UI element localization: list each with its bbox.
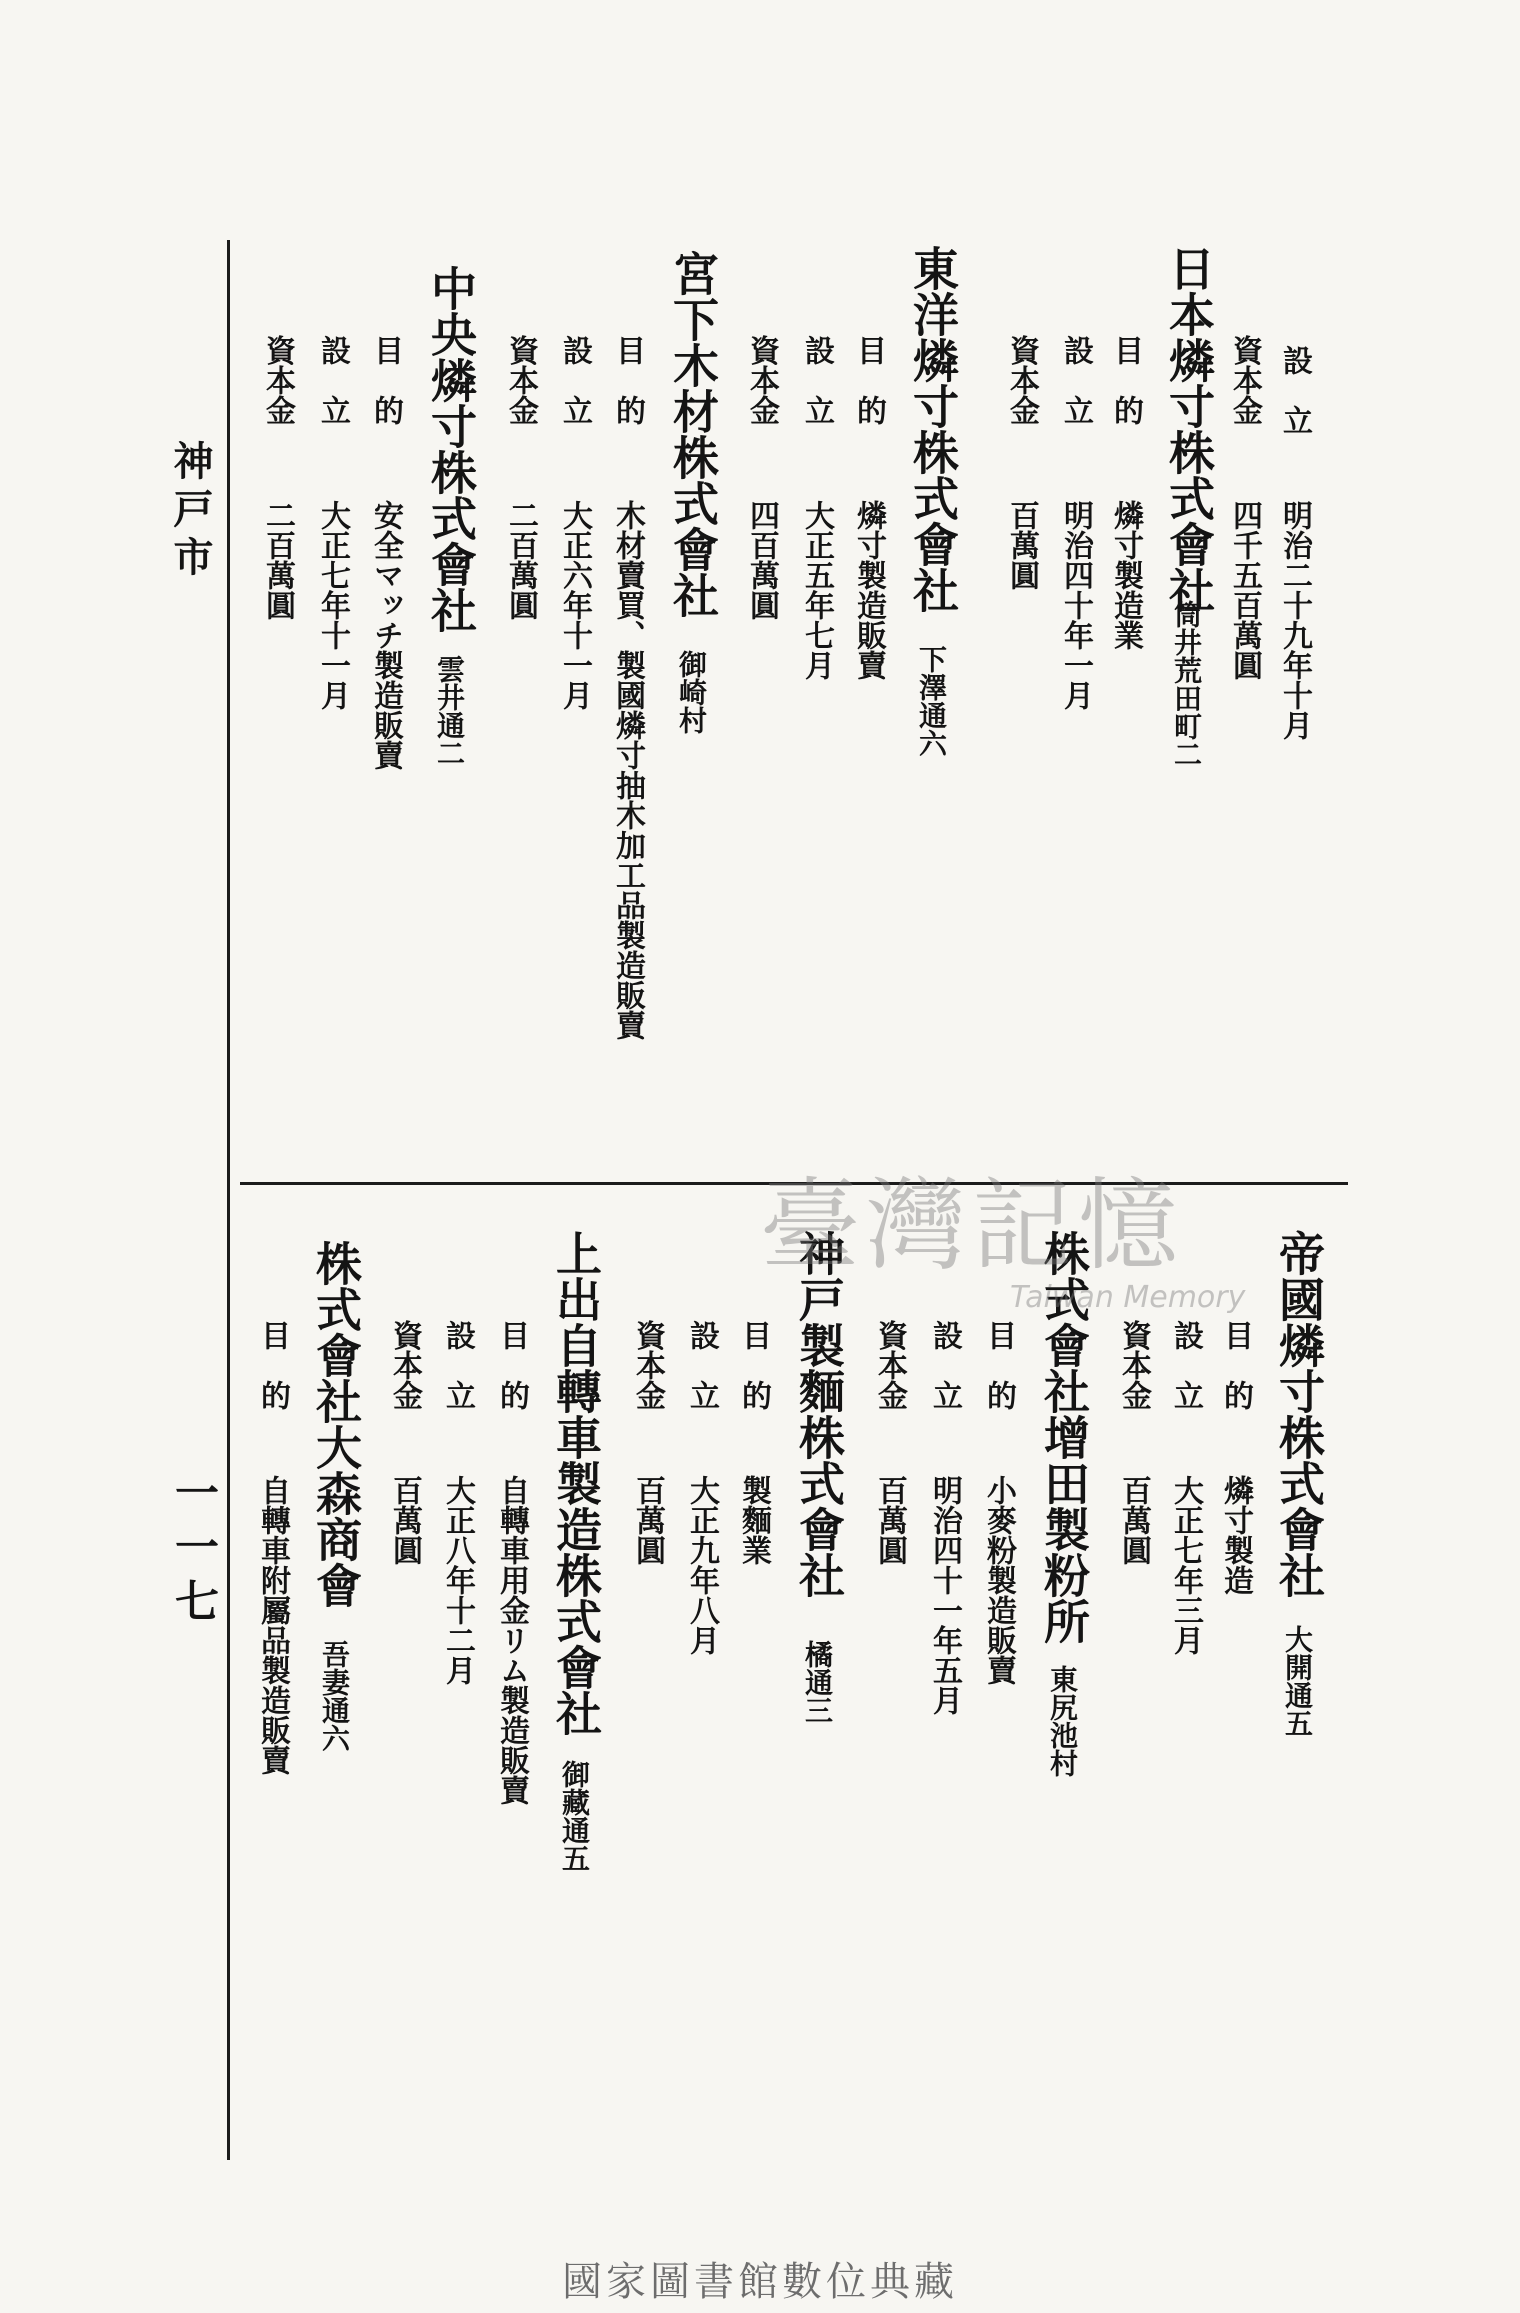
- field-label: 資本金: [503, 335, 538, 425]
- field-value: 小麥粉製造販賣: [981, 1475, 1016, 1685]
- field-value: 燐寸製造: [1218, 1475, 1253, 1595]
- company-address: 御崎村: [675, 650, 708, 734]
- field-value: 百萬圓: [1004, 500, 1039, 590]
- field-value: 百萬圓: [1116, 1475, 1151, 1565]
- company-address: 雲井通二: [433, 655, 466, 767]
- company-name: 東洋燐寸株式會社: [906, 245, 960, 613]
- field-value: 明治四十一年五月: [927, 1475, 962, 1715]
- field-label: 目 的: [368, 335, 403, 425]
- side-heading: 神戸市: [167, 440, 214, 584]
- field-value: 大正六年十一月: [557, 500, 592, 710]
- field-value: 百萬圓: [387, 1475, 422, 1565]
- field-value: 大正七年十一月: [315, 500, 350, 710]
- watermark-chinese: 臺灣記憶: [760, 1167, 1184, 1284]
- footer-credit: 國家圖書館數位典藏: [562, 2259, 958, 2305]
- field-value: 二百萬圓: [503, 500, 538, 620]
- field-label: 目 的: [494, 1320, 529, 1410]
- field-value: 四百萬圓: [744, 500, 779, 620]
- company-address: 吾妻通六: [318, 1640, 351, 1752]
- field-value: 燐寸製造業: [1108, 500, 1143, 650]
- company-name: 上出自轉車製造株式會社: [549, 1230, 603, 1736]
- field-label: 目 的: [1218, 1320, 1253, 1410]
- company-name: 株式會社大森商會: [309, 1240, 363, 1608]
- company-address: 橘通三: [801, 1640, 834, 1724]
- field-value: 明治四十年一月: [1058, 500, 1093, 710]
- field-value: 燐寸製造販賣: [851, 500, 886, 680]
- field-value: 製麵業: [736, 1475, 771, 1565]
- field-value: 大正九年八月: [684, 1475, 719, 1655]
- field-value: 大正七年三月: [1168, 1475, 1203, 1655]
- company-address: 筒井荒田町二: [1170, 600, 1203, 768]
- company-address: 御藏通五: [558, 1760, 591, 1872]
- page-number: 一一七: [167, 1470, 218, 1632]
- field-label: 設 立: [684, 1320, 719, 1410]
- field-value: 木材賣買、製國燐寸抽木加工品製造販賣: [610, 500, 645, 1040]
- field-value: 二百萬圓: [260, 500, 295, 620]
- field-value: 百萬圓: [630, 1475, 665, 1565]
- field-label: 設 立: [927, 1320, 962, 1410]
- field-label: 設 立: [557, 335, 592, 425]
- field-label: 資本金: [744, 335, 779, 425]
- field-label: 設 立: [1058, 335, 1093, 425]
- field-label: 目 的: [255, 1320, 290, 1410]
- company-name: 帝國燐寸株式會社: [1272, 1230, 1326, 1598]
- field-label: 資本金: [1004, 335, 1039, 425]
- company-name: 日本燐寸株式會社: [1162, 245, 1216, 613]
- company-name: 中央燐寸株式會社: [424, 265, 478, 633]
- field-label: 資本金: [260, 335, 295, 425]
- watermark-english: Taiwan Memory: [1010, 1280, 1246, 1315]
- margin-rule: [227, 240, 230, 2160]
- company-name: 宮下木材株式會社: [666, 250, 720, 618]
- field-label: 資本金: [1227, 335, 1262, 425]
- field-value: 明治二十九年十月: [1277, 500, 1312, 740]
- field-label: 目 的: [981, 1320, 1016, 1410]
- field-value: 自轉車附屬品製造販賣: [255, 1475, 290, 1775]
- company-address: 東尻池村: [1046, 1665, 1079, 1777]
- field-value: 百萬圓: [872, 1475, 907, 1565]
- company-name: 株式會社增田製粉所: [1037, 1230, 1091, 1644]
- company-name: 神戸製麵株式會社: [792, 1230, 846, 1598]
- watermark: [760, 1167, 1246, 1315]
- field-label: 設 立: [315, 335, 350, 425]
- field-label: 設 立: [440, 1320, 475, 1410]
- field-label: 資本金: [872, 1320, 907, 1410]
- field-label: 資本金: [387, 1320, 422, 1410]
- field-label: 目 的: [610, 335, 645, 425]
- field-value: 大正五年七月: [799, 500, 834, 680]
- company-address: 大開通五: [1281, 1625, 1314, 1737]
- field-label: 目 的: [851, 335, 886, 425]
- field-value: 大正八年十二月: [440, 1475, 475, 1685]
- company-address: 下澤通六: [915, 645, 948, 757]
- field-label: 設 立: [799, 335, 834, 425]
- field-value: 安全マッチ製造販賣: [368, 500, 403, 770]
- field-value: 四千五百萬圓: [1227, 500, 1262, 680]
- field-label: 設 立: [1168, 1320, 1203, 1410]
- field-value: 自轉車用金リム製造販賣: [494, 1475, 529, 1805]
- field-label: 資本金: [630, 1320, 665, 1410]
- field-label: 目 的: [736, 1320, 771, 1410]
- field-label: 目 的: [1108, 335, 1143, 425]
- field-label: 資本金: [1116, 1320, 1151, 1410]
- field-label: 設 立: [1277, 345, 1312, 435]
